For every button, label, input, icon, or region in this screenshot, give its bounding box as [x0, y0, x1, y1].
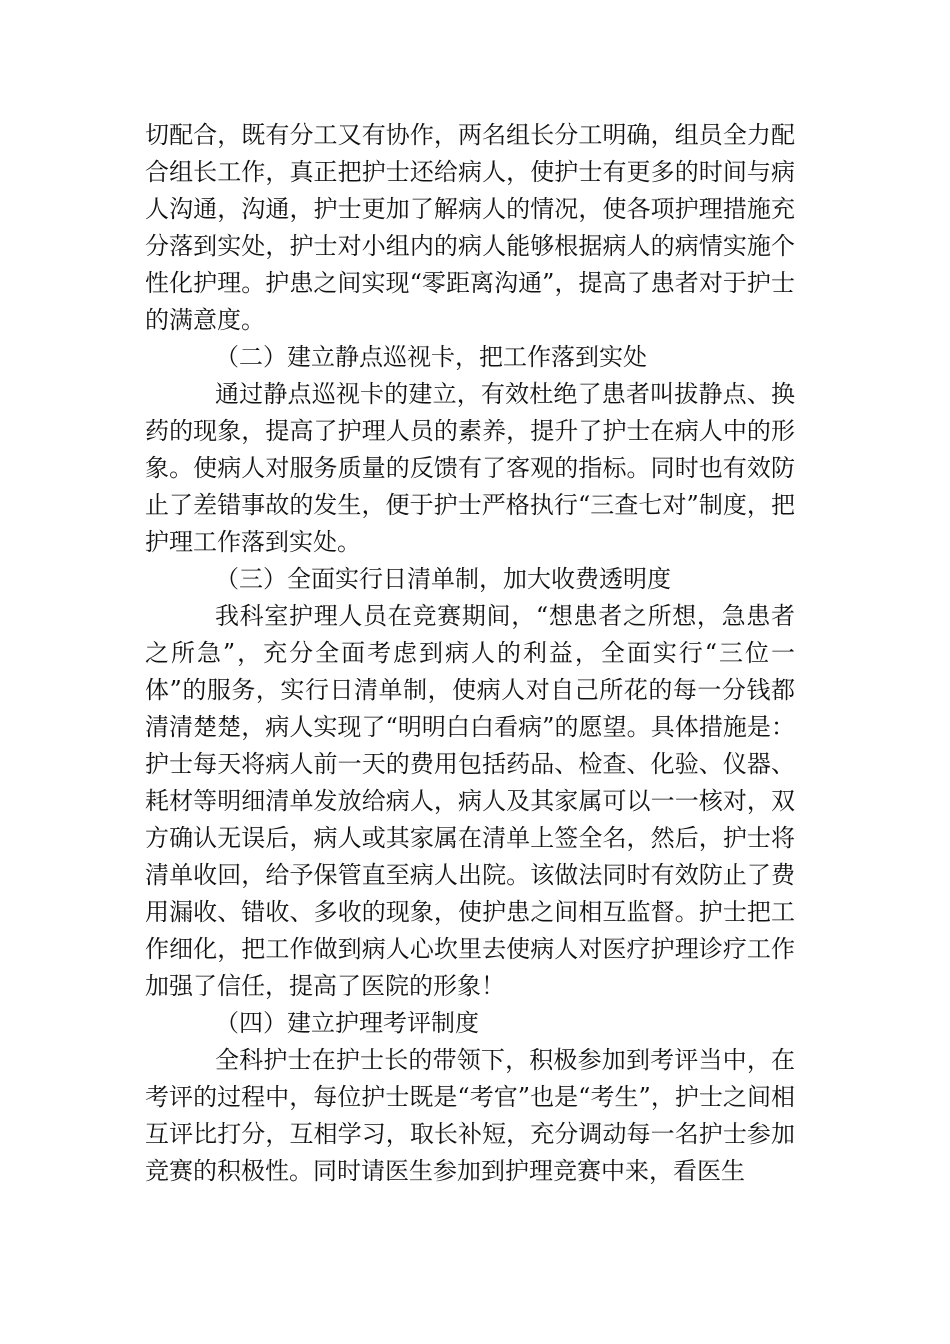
section-heading-4: （四）建立护理考评制度	[215, 1009, 479, 1037]
document-body	[145, 117, 795, 1190]
body-paragraph-3: 我科室护理人员在竞赛期间，“想患者之所想，急患者之所急”，充分全面考虑到病人的利益，全面实行“三位一体”的服务，实行日清单制，使病人对自己所花的每一分钱都清清楚楚，病人实现了“明明白白看病”的愿望。具体措施是：护士每天将病人前一天的费用包括药品、检查、化验、仪器、耗材等明细清单发放给病人，病人及其家属可以一一核对，双方确认无误后，病人或其家属在清单上签全名，然后，护士将清单收回，给予保管直至病人出院。该做法同时有效防止了费用漏收、错收、多收的现象，使护患之间相互监督。护士把工作细化，把工作做到病人心坎里去使病人对医疗护理诊疗工作加强了信任，提高了医院的形象！	[145, 602, 795, 1000]
body-paragraph-4: 全科护士在护士长的带领下，积极参加到考评当中，在考评的过程中，每位护士既是“考官”也是“考生”，护士之间相互评比打分，互相学习，取长补短，充分调动每一名护士参加竞赛的积极性。同时请医生参加到护理竞赛中来，看医生	[145, 1046, 795, 1185]
section-heading-3: （三）全面实行日清单制，加大收费透明度	[215, 565, 671, 593]
section-heading-2: （二）建立静点巡视卡，把工作落到实处	[215, 343, 647, 371]
body-paragraph-2: 通过静点巡视卡的建立，有效杜绝了患者叫拔静点、换药的现象，提高了护理人员的素养，提升了护士在病人中的形象。使病人对服务质量的反馈有了客观的指标。同时也有效防止了差错事故的发生，便于护士严格执行“三查七对”制度，把护理工作落到实处。	[145, 380, 795, 556]
body-paragraph-continued: 切配合，既有分工又有协作，两名组长分工明确，组员全力配合组长工作，真正把护士还给病人，使护士有更多的时间与病人沟通，沟通，护士更加了解病人的情况，使各项护理措施充分落到实处，护士对小组内的病人能够根据病人的病情实施个性化护理。护患之间实现“零距离沟通”，提高了患者对于护士的满意度。	[145, 121, 795, 334]
